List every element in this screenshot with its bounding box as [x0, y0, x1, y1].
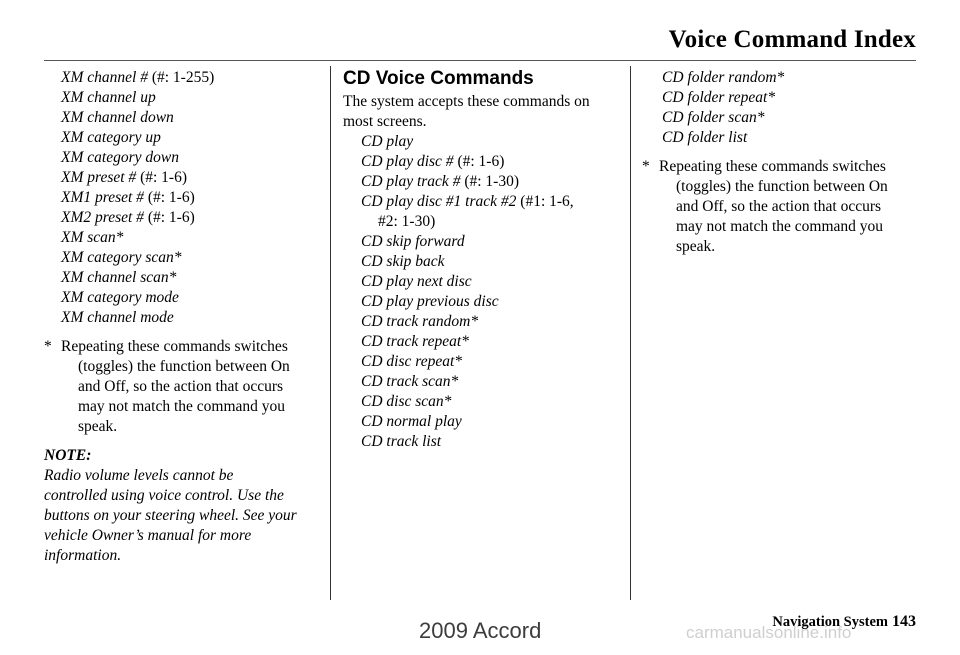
command-text: CD play previous disc: [361, 293, 499, 310]
command-text: XM category scan*: [61, 249, 182, 266]
footnote-line: speak.: [676, 238, 716, 255]
command-item: [642, 88, 922, 108]
command-item: [44, 248, 324, 268]
watermark-site: carmanualsonline.info: [686, 623, 852, 642]
column-divider: [330, 66, 331, 600]
column-cd-commands: [343, 68, 621, 452]
command-item: [343, 372, 621, 392]
command-text: XM channel #: [61, 69, 148, 86]
command-item: [343, 392, 621, 412]
note-line: buttons on your steering wheel. See your: [44, 507, 297, 524]
command-text: CD skip forward: [361, 233, 465, 250]
command-item: [44, 228, 324, 248]
command-range: (#1: 1-6,: [516, 193, 574, 210]
command-text: XM channel mode: [61, 309, 174, 326]
command-item: [44, 108, 324, 128]
command-range: (#: 1-6): [143, 189, 195, 206]
footnote-line: speak.: [78, 418, 118, 435]
command-item: [343, 252, 621, 272]
command-text: CD play disc #: [361, 153, 454, 170]
note-text: [44, 466, 324, 566]
footnote-first-line: Repeating these commands switches: [61, 338, 288, 355]
section-intro: [343, 92, 621, 132]
command-range-continued: #2: 1-30): [378, 213, 436, 230]
command-item: [44, 288, 324, 308]
command-text: CD skip back: [361, 253, 445, 270]
command-range: (#: 1-6): [453, 153, 505, 170]
footnote-line: may not match the command you: [676, 218, 884, 235]
command-item: [343, 232, 621, 252]
command-item: [343, 132, 621, 152]
command-text: XM category mode: [61, 289, 179, 306]
command-text: CD disc repeat*: [361, 353, 463, 370]
command-text: CD track repeat*: [361, 333, 469, 350]
command-text: CD disc scan*: [361, 393, 452, 410]
watermark: [0, 618, 960, 648]
command-text: CD track random*: [361, 313, 479, 330]
command-item: [642, 108, 922, 128]
intro-line: most screens.: [343, 113, 427, 130]
header-rule: [44, 60, 916, 61]
command-text: CD track scan*: [361, 373, 459, 390]
page-number: 143: [892, 613, 916, 630]
footnote-mark: *: [44, 338, 52, 355]
command-text: XM category up: [61, 129, 161, 146]
command-text: CD folder list: [662, 129, 748, 146]
note-line: vehicle Owner’s manual for more: [44, 527, 252, 544]
footnote-text: [659, 157, 922, 257]
intro-line: The system accepts these commands on: [343, 93, 590, 110]
footnote-line: and Off, so the action that occurs: [676, 198, 882, 215]
note-line: Radio volume levels cannot be: [44, 467, 234, 484]
footnote-mark: *: [642, 158, 650, 175]
footnote-continuation: [61, 357, 324, 437]
command-text: XM channel up: [61, 89, 156, 106]
command-text: CD play next disc: [361, 273, 472, 290]
command-item: [343, 412, 621, 432]
command-item: [44, 188, 324, 208]
footnote-continuation: [659, 177, 922, 257]
command-range: (#: 1-255): [147, 69, 215, 86]
footnote: [642, 157, 922, 257]
xm-command-list: [44, 68, 324, 328]
command-text: XM2 preset #: [61, 209, 144, 226]
command-text: CD normal play: [361, 413, 462, 430]
note-label: NOTE:: [44, 447, 92, 464]
cd-command-list: [343, 132, 621, 452]
command-item: [642, 128, 922, 148]
command-item: [44, 88, 324, 108]
section-heading: CD Voice Commands: [343, 68, 534, 89]
footnote-first-line: Repeating these commands switches: [659, 158, 886, 175]
footnote-line: (toggles) the function between On: [78, 358, 290, 375]
watermark-model: 2009 Accord: [419, 618, 542, 643]
note-line: information.: [44, 547, 122, 564]
command-item: [343, 352, 621, 372]
command-item: [343, 292, 621, 312]
command-item: [343, 172, 621, 192]
command-text: XM channel down: [61, 109, 174, 126]
command-text: XM preset #: [61, 169, 137, 186]
command-item: [44, 148, 324, 168]
command-item: [44, 268, 324, 288]
command-range: (#: 1-6): [136, 169, 187, 186]
footer-label: Navigation System: [772, 614, 888, 630]
note-line: controlled using voice control. Use the: [44, 487, 284, 504]
footnote-line: may not match the command you: [78, 398, 286, 415]
command-item: [343, 192, 621, 232]
command-text: CD play disc #1 track #2: [361, 193, 517, 210]
command-text: XM1 preset #: [61, 189, 144, 206]
command-item: [343, 332, 621, 352]
command-item: [44, 168, 324, 188]
command-text: CD play track #: [361, 173, 461, 190]
command-text: CD folder repeat*: [662, 89, 776, 106]
command-item: [44, 68, 324, 88]
command-text: CD folder random*: [662, 69, 785, 86]
command-text: CD track list: [361, 433, 442, 450]
command-item: [343, 312, 621, 332]
command-range: (#: 1-6): [143, 209, 195, 226]
command-text: XM category down: [61, 149, 179, 166]
footnote: [44, 337, 324, 437]
command-item: [44, 308, 324, 328]
footnote-text: [61, 337, 324, 437]
command-text: CD folder scan*: [662, 109, 765, 126]
command-item: [343, 432, 621, 452]
command-text: XM channel scan*: [61, 269, 177, 286]
command-text: CD play: [361, 133, 414, 150]
cd-folder-command-list: [642, 68, 922, 148]
footnote-line: and Off, so the action that occurs: [78, 378, 284, 395]
command-item: [44, 208, 324, 228]
footnote-line: (toggles) the function between On: [676, 178, 888, 195]
page-title: Voice Command Index: [668, 26, 916, 53]
command-item: [642, 68, 922, 88]
column-xm-commands: [44, 68, 324, 566]
command-item: [44, 128, 324, 148]
column-cd-folder-commands: [642, 68, 922, 257]
command-range: (#: 1-30): [460, 173, 519, 190]
command-item: [343, 152, 621, 172]
command-text: XM scan*: [61, 229, 124, 246]
column-divider: [630, 66, 631, 600]
command-item: [343, 272, 621, 292]
